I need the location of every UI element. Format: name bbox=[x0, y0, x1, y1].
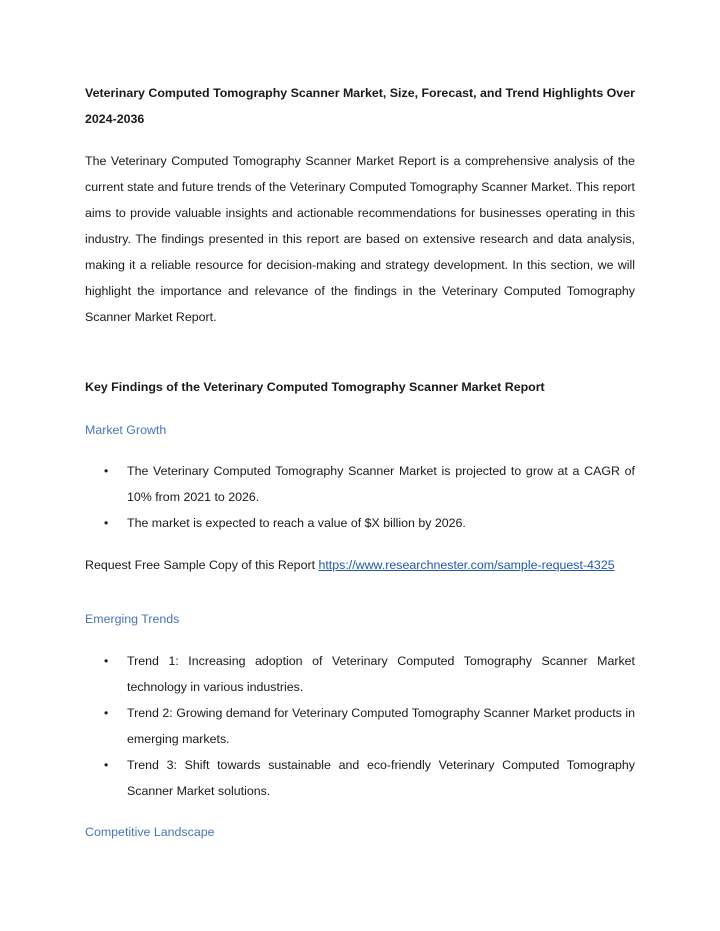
sample-request-line bbox=[85, 556, 635, 574]
bullet-icon: • bbox=[104, 654, 109, 668]
sample-request-text: Request Free Sample Copy of this Report bbox=[85, 558, 319, 572]
list-item-text: The Veterinary Computed Tomography Scanner Market is projected to grow at a CAGR of 10% from 2021 to 2026. bbox=[127, 464, 635, 504]
bullet-icon: • bbox=[104, 516, 109, 530]
list-item-text: Trend 1: Increasing adoption of Veterinary Computed Tomography Scanner Market technology in various industries. bbox=[127, 654, 635, 694]
list-item bbox=[85, 510, 635, 536]
competitive-landscape-heading: Competitive Landscape bbox=[85, 825, 215, 839]
emerging-trends-list bbox=[85, 648, 635, 804]
bullet-icon: • bbox=[104, 706, 109, 720]
list-item bbox=[85, 700, 635, 752]
page-title: Veterinary Computed Tomography Scanner Market, Size, Forecast, and Trend Highlights Over 2024-2036 bbox=[85, 86, 635, 126]
list-item bbox=[85, 458, 635, 510]
key-findings-heading: Key Findings of the Veterinary Computed Tomography Scanner Market Report bbox=[85, 380, 545, 394]
list-item bbox=[85, 648, 635, 700]
bullet-icon: • bbox=[104, 464, 109, 478]
market-growth-list bbox=[85, 458, 635, 536]
sample-request-link[interactable]: https://www.researchnester.com/sample-request-4325 bbox=[318, 558, 615, 572]
list-item bbox=[85, 752, 635, 804]
list-item-text: Trend 3: Shift towards sustainable and eco-friendly Veterinary Computed Tomography Scanner Market solutions. bbox=[127, 758, 635, 798]
emerging-trends-heading: Emerging Trends bbox=[85, 612, 180, 626]
intro-paragraph: The Veterinary Computed Tomography Scanner Market Report is a comprehensive analysis of the current state and future trends of the Veterinary Computed Tomography Scanner Market. This report aims to provide valuable insights and actionable recommendations for businesses operating in this industry. The findings presented in this report are based on extensive research and data analysis, making it a reliable resource for decision-making and strategy development. In this section, we will highlight the importance and relevance of the findings in the Veterinary Computed Tomography Scanner Market Report. bbox=[85, 154, 635, 324]
bullet-icon: • bbox=[104, 758, 109, 772]
list-item-text: Trend 2: Growing demand for Veterinary Computed Tomography Scanner Market products in emerging markets. bbox=[127, 706, 635, 746]
market-growth-heading: Market Growth bbox=[85, 423, 167, 437]
list-item-text: The market is expected to reach a value of $X billion by 2026. bbox=[127, 516, 466, 530]
